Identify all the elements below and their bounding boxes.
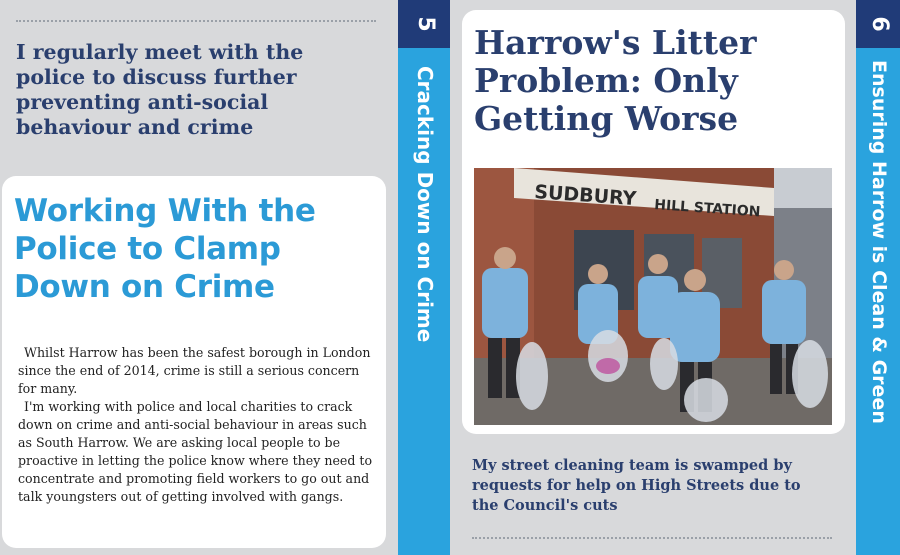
top-divider-left (16, 20, 376, 22)
section-number-5: 5 (413, 16, 438, 32)
section-title-6: Ensuring Harrow is Clean & Green (868, 60, 890, 424)
cleanup-team-photo (474, 168, 832, 425)
litter-caption: My street cleaning team is swamped by requests for help on High Streets due to the Council's cuts (472, 457, 801, 514)
body-paragraph: Whilst Harrow has been the safest borough in London since the end of 2014, crime is still a serious concern for many. (18, 345, 371, 396)
crime-article-body (18, 344, 374, 506)
svg-text:HILL STATION: HILL STATION (653, 197, 761, 221)
section-number-6: 6 (867, 16, 892, 32)
svg-text:SUDBURY: SUDBURY (533, 181, 638, 211)
litter-article-headline: Harrow's Litter Problem: Only Getting Worse (474, 23, 757, 138)
bottom-divider-right (472, 537, 832, 539)
crime-article-headline: Working With the Police to Clamp Down on Crime (14, 193, 316, 305)
body-paragraph: I'm working with police and local charities to crack down on crime and anti-social behaviour in areas such as South Harrow. We are asking local people to be proactive in letting the police know where they need to concentrate and promoting field workers to go out and talk youngsters out of getting involved with gangs. (18, 399, 373, 504)
section-title-5: Cracking Down on Crime (413, 66, 437, 343)
left-pull-quote: I regularly meet with the police to discuss further preventing anti-social behaviour and crime (16, 40, 304, 139)
